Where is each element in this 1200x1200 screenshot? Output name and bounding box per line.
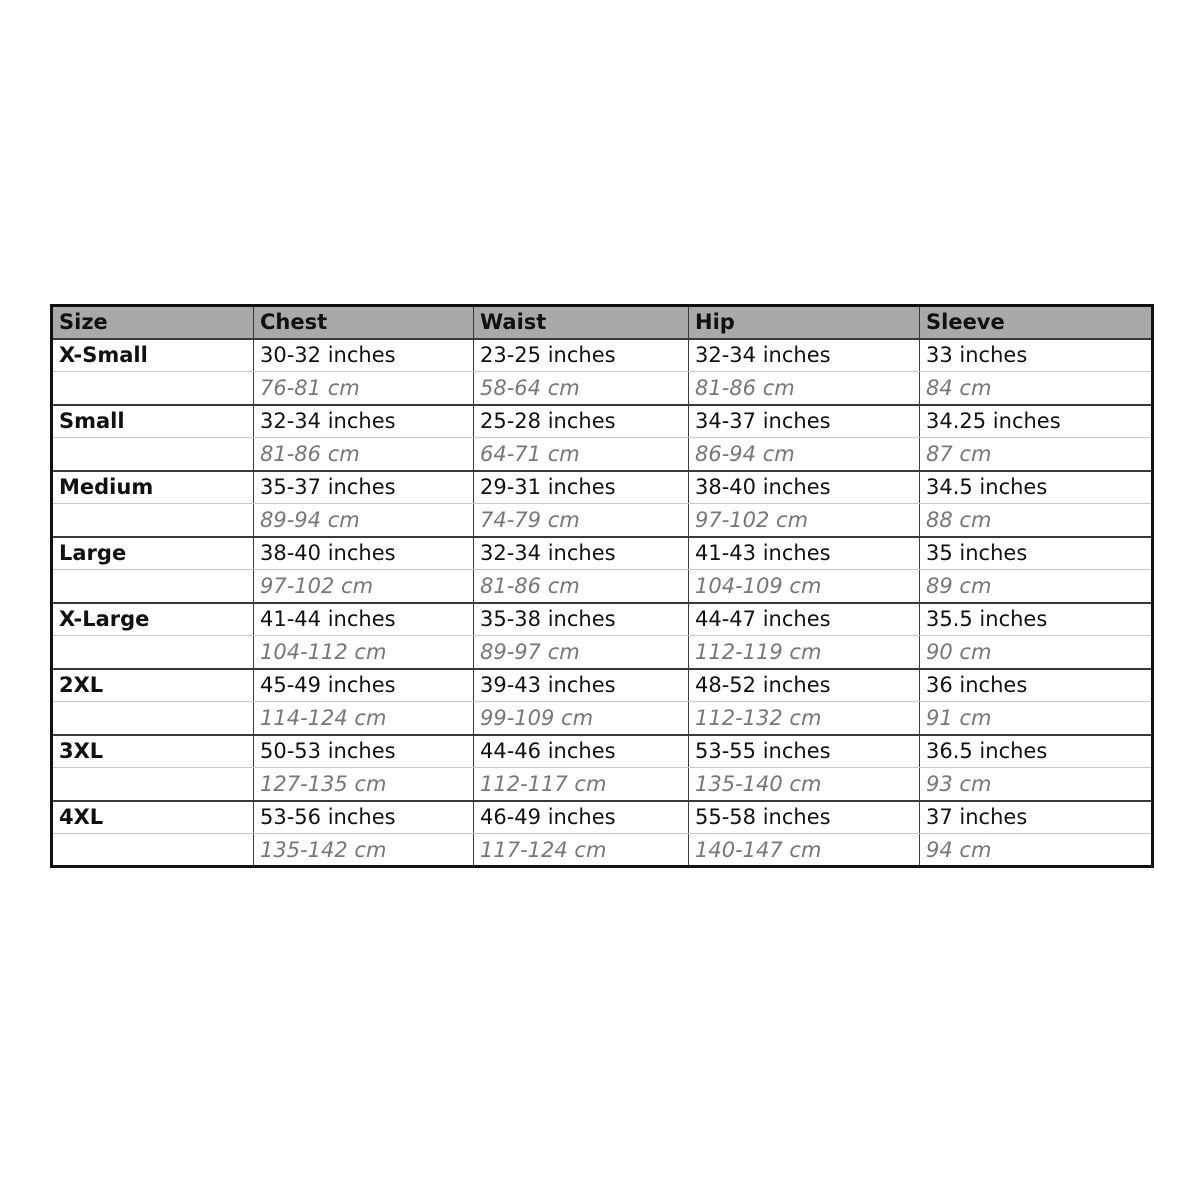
column-header-chest: Chest <box>254 306 474 339</box>
sleeve-cm-cell: 93 cm <box>920 768 1153 801</box>
waist-inches-cell: 44-46 inches <box>474 735 689 768</box>
hip-inches-cell: 44-47 inches <box>689 603 920 636</box>
size-blank-cell <box>52 372 254 405</box>
chest-cm-cell: 97-102 cm <box>254 570 474 603</box>
waist-cm-cell: 58-64 cm <box>474 372 689 405</box>
size-blank-cell <box>52 834 254 867</box>
hip-inches-cell: 32-34 inches <box>689 339 920 372</box>
waist-inches-cell: 25-28 inches <box>474 405 689 438</box>
chest-inches-cell: 41-44 inches <box>254 603 474 636</box>
sleeve-cm-cell: 94 cm <box>920 834 1153 867</box>
size-label: X-Large <box>52 603 254 636</box>
sleeve-inches-cell: 33 inches <box>920 339 1153 372</box>
size-blank-cell <box>52 702 254 735</box>
chest-inches-cell: 35-37 inches <box>254 471 474 504</box>
size-row-inches <box>52 735 1153 768</box>
chest-cm-cell: 81-86 cm <box>254 438 474 471</box>
column-header-hip: Hip <box>689 306 920 339</box>
sleeve-inches-cell: 35.5 inches <box>920 603 1153 636</box>
waist-cm-cell: 74-79 cm <box>474 504 689 537</box>
sleeve-inches-cell: 34.25 inches <box>920 405 1153 438</box>
waist-cm-cell: 99-109 cm <box>474 702 689 735</box>
waist-cm-cell: 64-71 cm <box>474 438 689 471</box>
sleeve-inches-cell: 36 inches <box>920 669 1153 702</box>
size-chart-table <box>50 304 1154 868</box>
size-row-inches <box>52 801 1153 834</box>
sleeve-cm-cell: 87 cm <box>920 438 1153 471</box>
chest-inches-cell: 32-34 inches <box>254 405 474 438</box>
chest-cm-cell: 104-112 cm <box>254 636 474 669</box>
size-row-inches <box>52 405 1153 438</box>
size-row-cm <box>52 438 1153 471</box>
hip-cm-cell: 135-140 cm <box>689 768 920 801</box>
waist-inches-cell: 32-34 inches <box>474 537 689 570</box>
sleeve-inches-cell: 36.5 inches <box>920 735 1153 768</box>
size-blank-cell <box>52 504 254 537</box>
size-row-cm <box>52 504 1153 537</box>
size-blank-cell <box>52 636 254 669</box>
size-row-inches <box>52 603 1153 636</box>
hip-inches-cell: 38-40 inches <box>689 471 920 504</box>
column-header-size: Size <box>52 306 254 339</box>
size-label: 4XL <box>52 801 254 834</box>
size-row-inches <box>52 471 1153 504</box>
hip-inches-cell: 55-58 inches <box>689 801 920 834</box>
header-row <box>52 306 1153 339</box>
size-label: X-Small <box>52 339 254 372</box>
column-header-waist: Waist <box>474 306 689 339</box>
chest-inches-cell: 38-40 inches <box>254 537 474 570</box>
size-row-inches <box>52 537 1153 570</box>
size-label: 2XL <box>52 669 254 702</box>
size-label: Small <box>52 405 254 438</box>
sleeve-inches-cell: 34.5 inches <box>920 471 1153 504</box>
hip-cm-cell: 104-109 cm <box>689 570 920 603</box>
sleeve-cm-cell: 90 cm <box>920 636 1153 669</box>
sleeve-cm-cell: 84 cm <box>920 372 1153 405</box>
hip-cm-cell: 112-132 cm <box>689 702 920 735</box>
size-blank-cell <box>52 768 254 801</box>
hip-cm-cell: 86-94 cm <box>689 438 920 471</box>
size-blank-cell <box>52 570 254 603</box>
waist-inches-cell: 29-31 inches <box>474 471 689 504</box>
size-row-cm <box>52 702 1153 735</box>
hip-cm-cell: 97-102 cm <box>689 504 920 537</box>
sleeve-inches-cell: 35 inches <box>920 537 1153 570</box>
chest-cm-cell: 76-81 cm <box>254 372 474 405</box>
sleeve-cm-cell: 91 cm <box>920 702 1153 735</box>
sleeve-cm-cell: 89 cm <box>920 570 1153 603</box>
column-header-sleeve: Sleeve <box>920 306 1153 339</box>
chest-inches-cell: 30-32 inches <box>254 339 474 372</box>
chest-inches-cell: 53-56 inches <box>254 801 474 834</box>
size-row-cm <box>52 570 1153 603</box>
waist-cm-cell: 112-117 cm <box>474 768 689 801</box>
size-row-cm <box>52 834 1153 867</box>
hip-inches-cell: 34-37 inches <box>689 405 920 438</box>
chest-cm-cell: 135-142 cm <box>254 834 474 867</box>
waist-inches-cell: 23-25 inches <box>474 339 689 372</box>
hip-inches-cell: 53-55 inches <box>689 735 920 768</box>
size-label: 3XL <box>52 735 254 768</box>
waist-inches-cell: 46-49 inches <box>474 801 689 834</box>
chest-cm-cell: 127-135 cm <box>254 768 474 801</box>
waist-cm-cell: 81-86 cm <box>474 570 689 603</box>
size-row-inches <box>52 669 1153 702</box>
size-row-cm <box>52 636 1153 669</box>
size-row-inches <box>52 339 1153 372</box>
waist-cm-cell: 117-124 cm <box>474 834 689 867</box>
waist-inches-cell: 39-43 inches <box>474 669 689 702</box>
chest-inches-cell: 50-53 inches <box>254 735 474 768</box>
chest-cm-cell: 89-94 cm <box>254 504 474 537</box>
size-blank-cell <box>52 438 254 471</box>
hip-inches-cell: 41-43 inches <box>689 537 920 570</box>
chest-cm-cell: 114-124 cm <box>254 702 474 735</box>
hip-cm-cell: 140-147 cm <box>689 834 920 867</box>
chest-inches-cell: 45-49 inches <box>254 669 474 702</box>
size-label: Medium <box>52 471 254 504</box>
waist-cm-cell: 89-97 cm <box>474 636 689 669</box>
size-row-cm <box>52 768 1153 801</box>
waist-inches-cell: 35-38 inches <box>474 603 689 636</box>
size-row-cm <box>52 372 1153 405</box>
sleeve-inches-cell: 37 inches <box>920 801 1153 834</box>
sleeve-cm-cell: 88 cm <box>920 504 1153 537</box>
hip-cm-cell: 112-119 cm <box>689 636 920 669</box>
hip-cm-cell: 81-86 cm <box>689 372 920 405</box>
size-label: Large <box>52 537 254 570</box>
hip-inches-cell: 48-52 inches <box>689 669 920 702</box>
